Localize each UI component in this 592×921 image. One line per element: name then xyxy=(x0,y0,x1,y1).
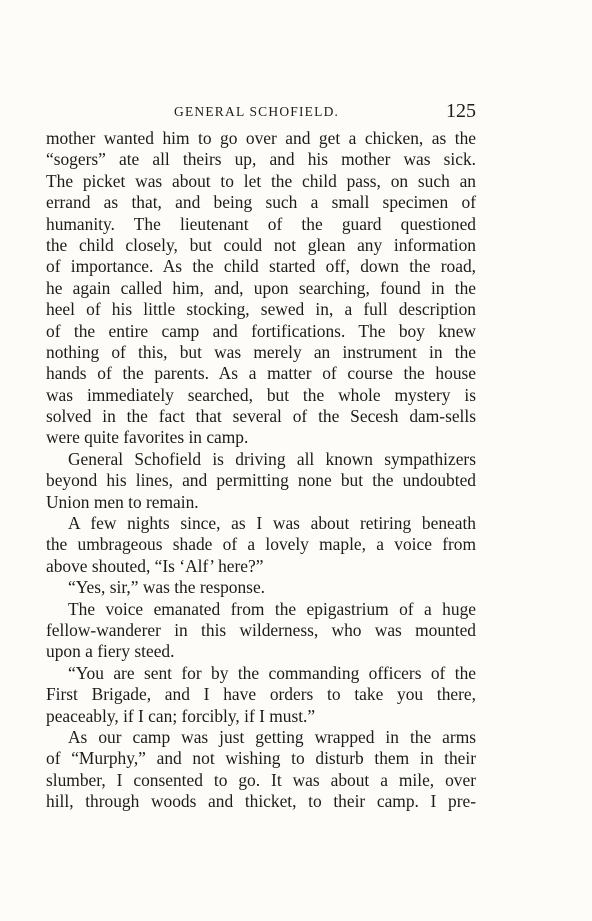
text-line: the umbrageous shade of a lovely maple, a voice from xyxy=(46,534,476,555)
text-line: errand as that, and being such a small specimen of xyxy=(46,192,476,213)
text-line: peaceably, if I can; forcibly, if I must.” xyxy=(46,705,316,726)
text-line: General Schofield is driving all known sympathizers xyxy=(68,448,476,469)
text-line: beyond his lines, and permitting none but the undoubted xyxy=(46,470,476,491)
text-line: of “Murphy,” and not wishing to disturb them in their xyxy=(46,748,476,769)
text-line: fellow-wanderer in this wilderness, who was mounted xyxy=(46,619,476,640)
text-line: First Brigade, and I have orders to take you there, xyxy=(46,684,476,705)
text-line: humanity. The lieutenant of the guard questioned xyxy=(46,213,476,234)
text-line: “Yes, sir,” was the response. xyxy=(68,577,266,598)
page-number: 125 xyxy=(446,100,476,122)
text-line: of importance. As the child started off, down the road, xyxy=(46,256,476,277)
text-line: was immediately searched, but the whole mystery is xyxy=(46,384,476,405)
text-line: of the entire camp and fortifications. The boy knew xyxy=(46,320,476,341)
text-line: hill, through woods and thicket, to their camp. I pre- xyxy=(46,791,476,812)
text-line: The picket was about to let the child pass, on such an xyxy=(46,170,476,191)
text-line: were quite favorites in camp. xyxy=(46,427,249,448)
text-line: above shouted, “Is ‘Alf’ here?” xyxy=(46,555,264,576)
text-line: the child closely, but could not glean any information xyxy=(46,234,476,255)
text-line: A few nights since, as I was about retiring beneath xyxy=(68,513,476,534)
running-head xyxy=(46,100,476,124)
text-line: “sogers” ate all theirs up, and his mother was sick. xyxy=(46,149,476,170)
text-line: hands of the parents. As a matter of course the house xyxy=(46,363,476,384)
text-line: upon a fiery steed. xyxy=(46,641,175,662)
text-line: Union men to remain. xyxy=(46,491,199,512)
text-line: he again called him, and, upon searching, found in the xyxy=(46,277,476,298)
body-text xyxy=(46,128,476,813)
running-title: GENERAL SCHOFIELD. xyxy=(174,104,340,119)
text-line: “You are sent for by the commanding officers of the xyxy=(68,662,476,683)
text-line: The voice emanated from the epigastrium of a huge xyxy=(68,598,476,619)
text-line: heel of his little stocking, sewed in, a full description xyxy=(46,299,476,320)
text-line: nothing of this, but was merely an instrument in the xyxy=(46,341,476,362)
text-line: mother wanted him to go over and get a chicken, as the xyxy=(46,128,476,148)
text-line: slumber, I consented to go. It was about a mile, over xyxy=(46,769,476,790)
text-line: As our camp was just getting wrapped in the arms xyxy=(68,726,476,747)
text-line: solved in the fact that several of the Secesh dam-sells xyxy=(46,406,476,427)
